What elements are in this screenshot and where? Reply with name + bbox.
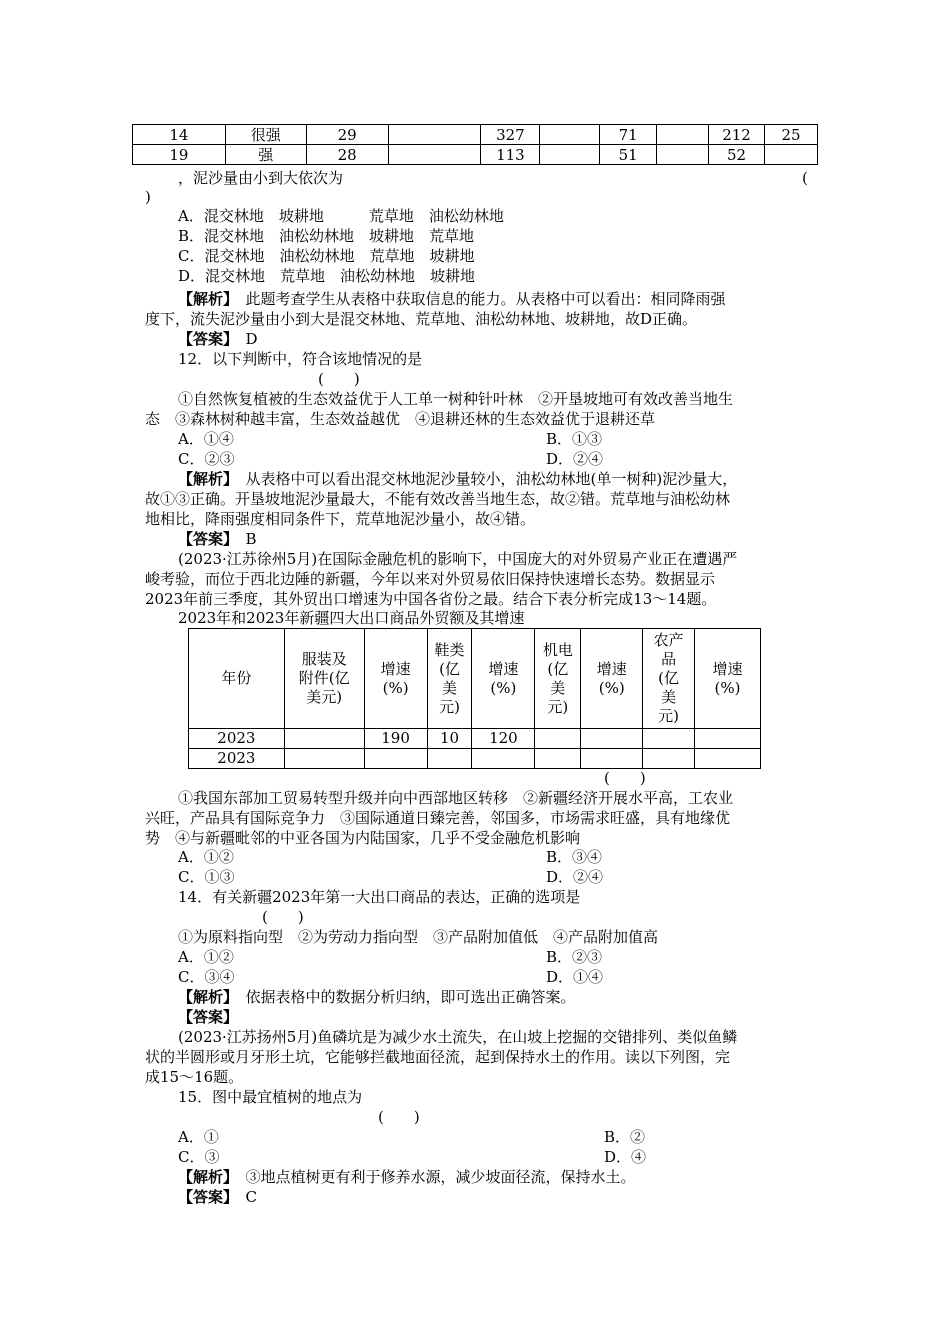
answer-label: 【答案】 xyxy=(178,330,231,348)
header-clothing: 服装及附件(亿美元) xyxy=(284,629,364,729)
q15-option-c: C．③ xyxy=(178,1148,220,1166)
q11-paren-open: ( xyxy=(802,169,808,187)
q14-option-a: A．①② xyxy=(178,948,234,966)
q11-paren-close: ) xyxy=(145,188,151,206)
intro13-line1: (2023·江苏徐州5月)在国际金融危机的影响下，中国庞大的对外贸易产业正在遭遇严 xyxy=(178,550,738,568)
q13-item-line3: 势 ④与新疆毗邻的中亚各国为内陆国家，几乎不受金融危机影响 xyxy=(145,829,581,847)
table-cell: 71 xyxy=(600,125,657,145)
table-cell xyxy=(657,125,709,145)
table-row xyxy=(133,125,818,145)
export-table xyxy=(188,628,761,769)
q14-option-d: D．①④ xyxy=(546,968,604,986)
q12-analysis-line1 xyxy=(178,469,737,489)
q13-option-c: C．①③ xyxy=(178,868,235,886)
answer-text: B xyxy=(230,530,257,548)
q11-option-b: B．混交林地 油松幼林地 坡耕地 荒草地 xyxy=(178,227,475,245)
table-cell xyxy=(388,125,481,145)
q14-option-b: B．②③ xyxy=(546,948,603,966)
table-row xyxy=(189,729,761,749)
q14-items: ①为原料指向型 ②为劳动力指向型 ③产品附加值低 ④产品附加值高 xyxy=(178,928,659,946)
answer-text: D xyxy=(230,330,258,348)
q11-answer xyxy=(178,329,258,349)
intro13-line2: 峻考验，而位于西北边陲的新疆，今年以来对外贸易依旧保持快速增长态势。数据显示 xyxy=(145,570,716,588)
q13-item-line2: 兴旺，产品具有国际竞争力 ③国际通道日臻完善，邻国多，市场需求旺盛，具有地缘优 xyxy=(145,809,731,827)
analysis-label: 【解析】 xyxy=(178,988,231,1006)
table-cell: 29 xyxy=(306,125,388,145)
q12-option-d: D．②④ xyxy=(546,450,604,468)
table-cell xyxy=(388,145,481,165)
header-growth: 增速(%) xyxy=(472,629,535,729)
q12-stem: 12．以下判断中，符合该地情况的是 xyxy=(178,350,423,368)
answer-text: C xyxy=(230,1188,257,1206)
q15-paren: ( ) xyxy=(378,1108,420,1126)
intro15-line3: 成15～16题。 xyxy=(145,1068,244,1086)
q15-option-a: A．① xyxy=(178,1128,219,1146)
q14-option-c: C．③④ xyxy=(178,968,235,986)
intro15-line1: (2023·江苏扬州5月)鱼磷坑是为减少水土流失，在山坡上挖掘的交错排列、类似鱼鳞 xyxy=(178,1028,738,1046)
q12-paren: ( ) xyxy=(318,370,360,388)
q11-option-a: A．混交林地 坡耕地 荒草地 油松幼林地 xyxy=(178,207,504,225)
q13-option-a: A．①② xyxy=(178,848,234,866)
table-cell xyxy=(535,749,581,769)
header-growth: 增速(%) xyxy=(695,629,761,729)
table-cell xyxy=(540,125,600,145)
header-agri: 农产品(亿美元) xyxy=(643,629,695,729)
answer-label: 【答案】 xyxy=(178,1188,231,1206)
table-cell: 19 xyxy=(133,145,226,165)
table-cell xyxy=(427,749,472,769)
analysis-text: 从表格中可以看出混交林地泥沙量较小，油松幼林地(单一树种)泥沙量大， xyxy=(230,470,738,488)
answer-label: 【答案】 xyxy=(178,530,231,548)
q13-item-line1: ①我国东部加工贸易转型升级并向中西部地区转移 ②新疆经济开展水平高，工农业 xyxy=(178,789,734,807)
table-cell: 2023 xyxy=(189,729,285,749)
q12-analysis-line3: 地相比，降雨强度相同条件下，荒草地泥沙量小，故④错。 xyxy=(145,510,536,528)
analysis-label: 【解析】 xyxy=(178,1168,231,1186)
table-cell: 327 xyxy=(481,125,540,145)
table-cell xyxy=(695,729,761,749)
header-growth: 增速(%) xyxy=(364,629,427,729)
q13-paren: ( ) xyxy=(604,769,646,787)
q12-option-c: C．②③ xyxy=(178,450,235,468)
q13-option-d: D．②④ xyxy=(546,868,604,886)
table-cell xyxy=(695,749,761,769)
table-cell: 28 xyxy=(306,145,388,165)
q15-option-b: B．② xyxy=(604,1128,646,1146)
q12-option-a: A．①④ xyxy=(178,430,234,448)
table-cell xyxy=(657,145,709,165)
table-cell: 212 xyxy=(709,125,765,145)
q12-analysis-line2: 故①③正确。开垦坡地泥沙量最大，不能有效改善当地生态，故②错。荒草地与油松幼林 xyxy=(145,490,731,508)
q14-answer-label: 【答案】 xyxy=(178,1008,239,1026)
table-cell xyxy=(284,729,364,749)
table-cell: 190 xyxy=(364,729,427,749)
q11-option-d: D．混交林地 荒草地 油松幼林地 坡耕地 xyxy=(178,267,476,285)
intro15-line2: 状的半圆形或月牙形土坑，它能够拦截地面径流，起到保持水土的作用。读以下列图，完 xyxy=(145,1048,731,1066)
q12-item-line1: ①自然恢复植被的生态效益优于人工单一树种针叶林 ②开垦坡地可有效改善当地生 xyxy=(178,390,734,408)
q11-stem: ，泥沙量由小到大依次为 xyxy=(178,169,344,187)
q15-analysis xyxy=(178,1167,636,1187)
table-header-row xyxy=(189,629,761,729)
table-row xyxy=(189,749,761,769)
q14-analysis xyxy=(178,987,576,1007)
table-cell xyxy=(535,729,581,749)
q14-stem: 14．有关新疆2023年第一大出口商品的表达，正确的选项是 xyxy=(178,888,581,906)
header-shoes: 鞋类(亿美元) xyxy=(427,629,472,729)
table-cell: 强 xyxy=(225,145,306,165)
table-cell xyxy=(643,749,695,769)
header-machinery: 机电(亿美元) xyxy=(535,629,581,729)
q15-option-d: D．④ xyxy=(604,1148,647,1166)
analysis-label: 【解析】 xyxy=(178,470,231,488)
q13-option-b: B．③④ xyxy=(546,848,603,866)
header-year: 年份 xyxy=(189,629,285,729)
table-row xyxy=(133,145,818,165)
sediment-table xyxy=(132,124,818,165)
q14-paren: ( ) xyxy=(262,908,304,926)
q15-stem: 15．图中最宜植树的地点为 xyxy=(178,1088,363,1106)
q11-analysis-line1 xyxy=(178,289,726,309)
table-cell: 14 xyxy=(133,125,226,145)
table-cell xyxy=(472,749,535,769)
q15-answer xyxy=(178,1187,257,1207)
q12-item-line2: 态 ③森林树种越丰富，生态效益越优 ④退耕还林的生态效益优于退耕还草 xyxy=(145,410,656,428)
table-cell xyxy=(764,145,817,165)
table-cell: 113 xyxy=(481,145,540,165)
q11-option-c: C．混交林地 油松幼林地 荒草地 坡耕地 xyxy=(178,247,475,265)
header-growth: 增速(%) xyxy=(581,629,643,729)
analysis-label: 【解析】 xyxy=(178,290,231,308)
analysis-text: 此题考查学生从表格中获取信息的能力。从表格中可以看出：相同降雨强 xyxy=(230,290,726,308)
table-cell xyxy=(364,749,427,769)
table-cell: 52 xyxy=(709,145,765,165)
table-cell: 51 xyxy=(600,145,657,165)
analysis-text: ③地点植树更有利于修养水源，减少坡面径流，保持水土。 xyxy=(230,1168,636,1186)
table-cell xyxy=(284,749,364,769)
table-cell xyxy=(643,729,695,749)
analysis-text: 依据表格中的数据分析归纳，即可选出正确答案。 xyxy=(230,988,576,1006)
table2-caption: 2023年和2023年新疆四大出口商品外贸额及其增速 xyxy=(178,609,525,627)
table-cell xyxy=(581,729,643,749)
table-cell: 10 xyxy=(427,729,472,749)
table-cell xyxy=(540,145,600,165)
table-cell: 很强 xyxy=(225,125,306,145)
table-cell xyxy=(581,749,643,769)
q11-analysis-line2: 度下，流失泥沙量由小到大是混交林地、荒草地、油松幼林地、坡耕地，故D正确。 xyxy=(145,310,698,328)
q12-answer xyxy=(178,529,257,549)
q12-option-b: B．①③ xyxy=(546,430,603,448)
table-cell: 2023 xyxy=(189,749,285,769)
table-cell: 120 xyxy=(472,729,535,749)
table-cell: 25 xyxy=(764,125,817,145)
intro13-line3: 2023年前三季度，其外贸出口增速为中国各省份之最。结合下表分析完成13～14题。 xyxy=(145,590,717,608)
